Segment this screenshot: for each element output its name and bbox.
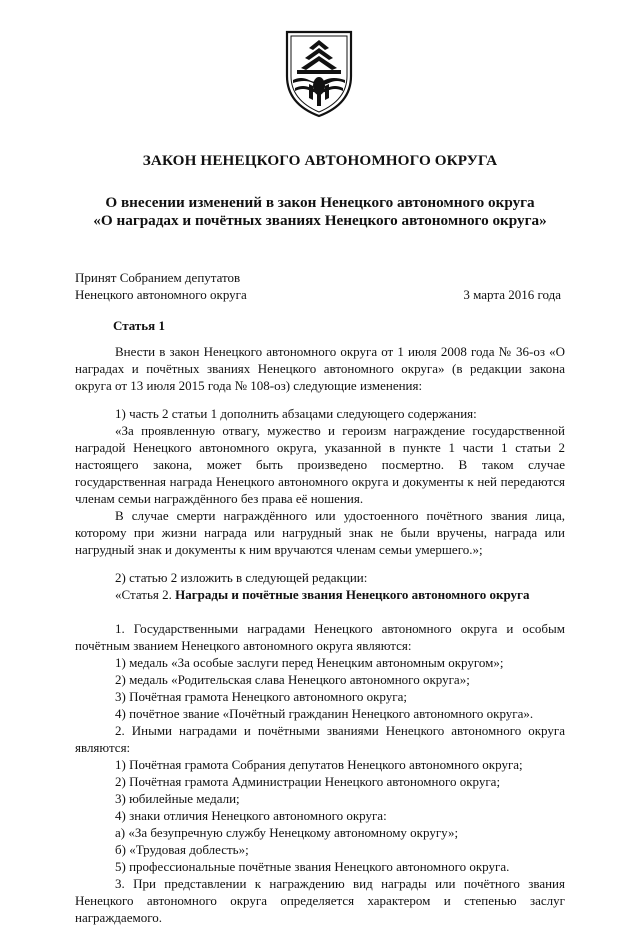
- article-1-heading: Статья 1: [113, 318, 165, 333]
- paragraph-intro: Внести в закон Ненецкого автономного округа от 1 июля 2008 года № 36-оз «О наградах и почётных званиях Ненецкого автономного округа» (в редакции закона округа от 13 июля 2015 года № 108-оз) следующие изменения:: [75, 344, 565, 393]
- paragraph-quote-2: В случае смерти награждённого или удостоенного почётного звания лица, которому при жизни награда или нагрудный знак не были вручены, награда или нагрудный знак и документы к ним вручаются членам семьи умершего.»;: [75, 508, 565, 557]
- list-item: 1) медаль «За особые заслуги перед Ненецким автономным округом»;: [115, 655, 504, 670]
- adoption-line-2: Ненецкого автономного округа: [75, 287, 247, 302]
- paragraph-point-2: 2. Иными наградами и почётными званиями Ненецкого автономного округа являются:: [75, 723, 565, 755]
- adoption-date: 3 марта 2016 года: [463, 287, 561, 302]
- paragraph-quote-1: «За проявленную отвагу, мужество и героизм награждение государственной наградой Ненецкого автономного округа, указанной в пункте 1 части 1 статьи 2 настоящего закона, может быть произведено посмертно. В таком случае государственная награда Ненецкого автономного округа и документы к ней передаются членам семьи награждённого без права её ношения.: [75, 423, 565, 506]
- adoption-line-1: Принят Собранием депутатов: [75, 270, 241, 285]
- paragraph-item-1: 1) часть 2 статьи 1 дополнить абзацами следующего содержания:: [115, 406, 477, 421]
- list-item: 5) профессиональные почётные звания Ненецкого автономного округа.: [115, 859, 510, 874]
- article-2-prefix: «Статья 2.: [115, 587, 176, 602]
- list-item: 2) медаль «Родительская слава Ненецкого автономного округа»;: [115, 672, 470, 687]
- list-item: б) «Трудовая доблесть»;: [115, 842, 249, 857]
- list-item: 2) Почётная грамота Администрации Ненецкого автономного округа;: [115, 774, 501, 789]
- article-2-heading: [75, 586, 565, 603]
- list-item: 4) знаки отличия Ненецкого автономного округа:: [115, 808, 387, 823]
- paragraph-item-2: 2) статью 2 изложить в следующей редакции:: [115, 570, 368, 585]
- list-item: 1) Почётная грамота Собрания депутатов Ненецкого автономного округа;: [115, 757, 523, 772]
- list-item: 3) Почётная грамота Ненецкого автономного округа;: [115, 689, 407, 704]
- article-2-title: Награды и почётные звания Ненецкого автономного округа: [175, 587, 530, 602]
- law-subtitle-line-2: «О наградах и почётных званиях Ненецкого автономного округа»: [93, 212, 547, 229]
- paragraph-point-1: 1. Государственными наградами Ненецкого автономного округа и особым почётным званием Ненецкого автономного округа являются:: [75, 621, 565, 653]
- coat-of-arms-icon: [283, 28, 355, 118]
- list-item: 4) почётное звание «Почётный гражданин Ненецкого автономного округа».: [115, 706, 534, 721]
- list-item: а) «За безупречную службу Ненецкому автономному округу»;: [115, 825, 459, 840]
- document-body: [75, 343, 565, 926]
- list-item: 3) юбилейные медали;: [115, 791, 240, 806]
- law-subtitle-line-1: О внесении изменений в закон Ненецкого автономного округа: [105, 194, 535, 211]
- paragraph-point-3: 3. При представлении к награждению вид награды или почётного звания Ненецкого автономного округа определяется характером и степенью заслуг награждаемого.: [75, 876, 565, 925]
- law-title: ЗАКОН НЕНЕЦКОГО АВТОНОМНОГО ОКРУГА: [142, 152, 498, 169]
